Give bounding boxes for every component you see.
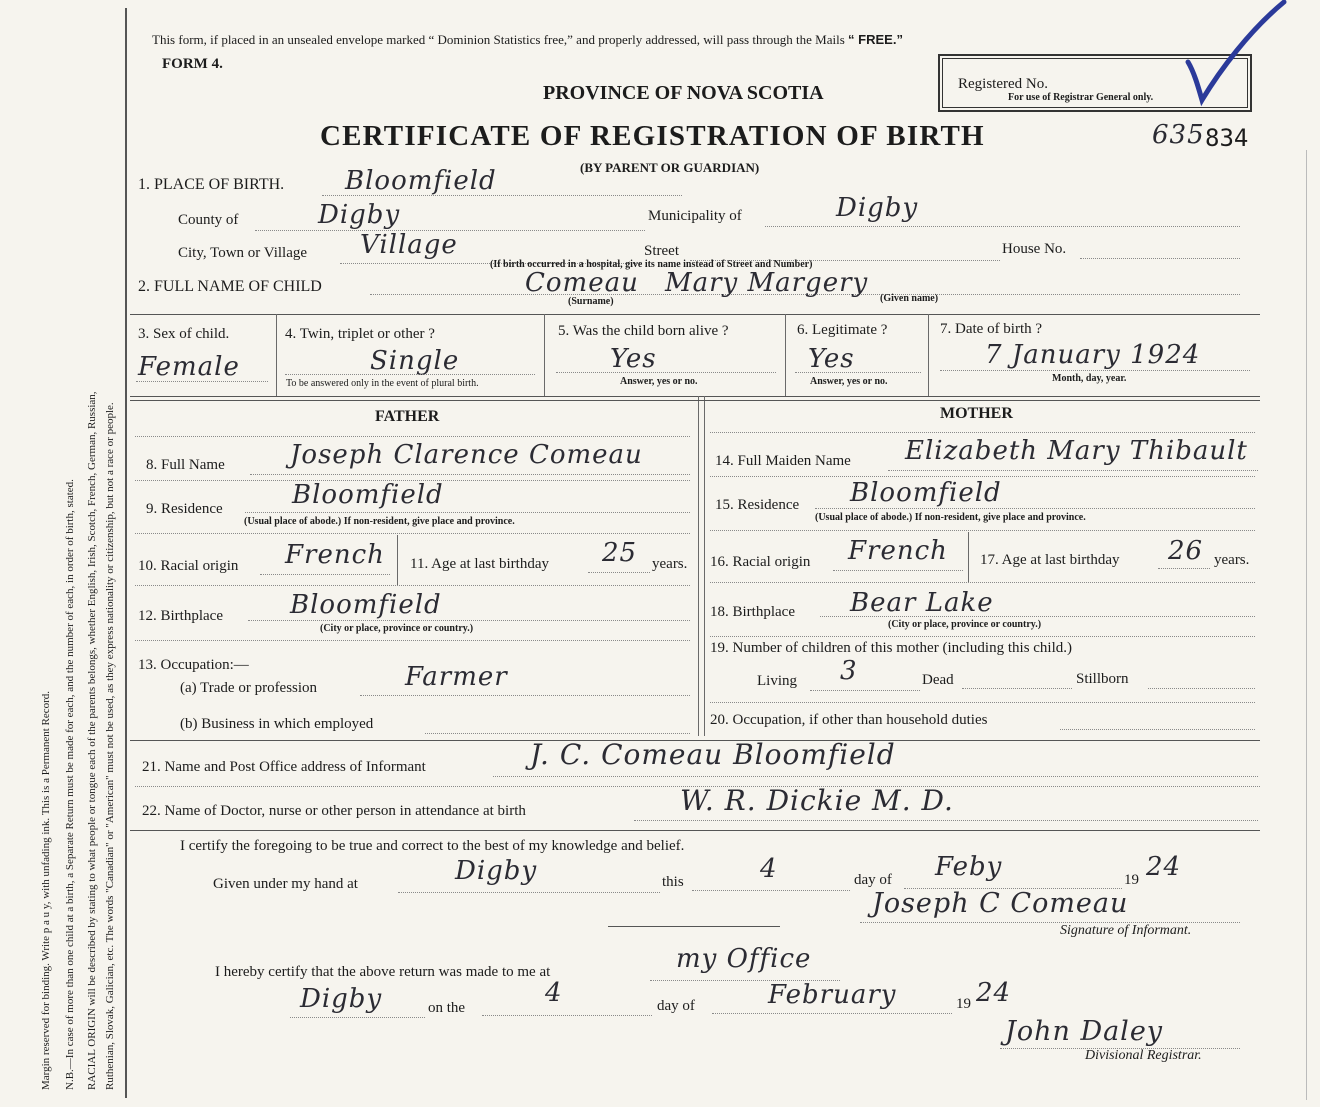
legitimate-note: Answer, yes or no. xyxy=(810,376,888,387)
given-under-hand-label: Given under my hand at xyxy=(213,876,358,892)
twin-note: To be answered only in the event of plural birth. xyxy=(286,378,479,389)
born-alive-label: 5. Was the child born alive ? xyxy=(558,323,729,339)
date-of-birth-label: 7. Date of birth ? xyxy=(940,321,1043,337)
informant-signature: Joseph C Comeau xyxy=(872,888,1129,919)
father-occupation-label: 13. Occupation:— xyxy=(138,657,249,673)
mother-racial-value: French xyxy=(848,536,948,566)
certify-month-value: Feby xyxy=(935,852,1003,882)
certify-day-of-label: day of xyxy=(854,872,892,888)
form-number: FORM 4. xyxy=(162,56,223,72)
living-value: 3 xyxy=(840,656,858,686)
doctor-label: 22. Name of Doctor, nurse or other person in attendance at birth xyxy=(142,803,526,819)
registrar-day-of-label: day of xyxy=(657,998,695,1014)
on-the-label: on the xyxy=(428,1000,466,1016)
mother-age-label: 17. Age at last birthday xyxy=(980,552,1120,568)
street-label: Street xyxy=(644,243,679,259)
legitimate-label: 6. Legitimate ? xyxy=(797,322,888,338)
checkmark-icon xyxy=(1180,0,1290,110)
mother-age-value: 26 xyxy=(1168,536,1204,566)
surname-caption: (Surname) xyxy=(568,296,614,307)
born-alive-value: Yes xyxy=(610,344,657,374)
father-racial-value: French xyxy=(285,540,385,570)
mother-racial-label: 16. Racial origin xyxy=(710,554,811,570)
this-label: this xyxy=(662,874,684,890)
legitimate-value: Yes xyxy=(808,344,855,374)
trade-label: (a) Trade or profession xyxy=(180,680,318,696)
registrar-day-value: 4 xyxy=(545,978,563,1008)
father-residence-value: Bloomfield xyxy=(292,480,444,510)
trade-value: Farmer xyxy=(405,662,508,692)
margin-note-1: Margin reserved for binding. Write p a u y, with unfading ink. This is a Permanent Record. xyxy=(40,690,52,1090)
certify-statement: I certify the foregoing to be true and correct to the best of my knowledge and belief. xyxy=(180,838,685,854)
certificate-subtitle: (BY PARENT OR GUARDIAN) xyxy=(580,160,760,175)
twin-label: 4. Twin, triplet or other ? xyxy=(285,326,435,342)
father-age-label: 11. Age at last birthday xyxy=(410,556,549,572)
certify-year-value: 24 xyxy=(1146,852,1182,882)
mother-name-label: 14. Full Maiden Name xyxy=(715,453,851,469)
certificate-title: CERTIFICATE OF REGISTRATION OF BIRTH xyxy=(320,120,985,152)
mother-heading: MOTHER xyxy=(940,405,1013,422)
child-given-value: Mary Margery xyxy=(665,268,869,298)
date-of-birth-value: 7 January 1924 xyxy=(985,340,1201,370)
margin-note-3: RACIAL ORIGIN will be described by stating to what people or tongue each of the parents belongs, whether English, Irish, Scotch, French, German, Russian, xyxy=(86,391,98,1090)
municipality-label: Municipality of xyxy=(648,208,742,224)
father-birthplace-value: Bloomfield xyxy=(290,590,442,620)
hospital-note: (If birth occurred in a hospital, give its name instead of Street and Number) xyxy=(490,259,813,270)
informant-label: 21. Name and Post Office address of Informant xyxy=(142,759,426,775)
born-alive-note: Answer, yes or no. xyxy=(620,376,698,387)
registered-label: Registered No. xyxy=(958,76,1048,92)
registrar-signature: John Daley xyxy=(1005,1016,1164,1047)
date-of-birth-note: Month, day, year. xyxy=(1052,373,1127,384)
registrar-month-value: February xyxy=(768,980,897,1010)
margin-note-4: Ruthenian, Slovak, Galician, etc. The words "Canadian" or "American" must not be used, as they express nationality or citizenship, but not a race or people. xyxy=(104,402,116,1090)
twin-value: Single xyxy=(370,346,460,376)
city-value: Village xyxy=(360,230,458,260)
certify-day-value: 4 xyxy=(760,854,778,884)
stillborn-label: Stillborn xyxy=(1076,671,1129,687)
living-label: Living xyxy=(757,673,797,689)
place-of-birth-label: 1. PLACE OF BIRTH. xyxy=(138,176,285,193)
mother-residence-label: 15. Residence xyxy=(715,497,800,513)
sex-value: Female xyxy=(138,352,240,382)
mother-birthplace-value: Bear Lake xyxy=(850,588,994,618)
father-name-value: Joseph Clarence Comeau xyxy=(290,440,643,470)
registrar-place-value: Digby xyxy=(300,984,383,1014)
county-value: Digby xyxy=(318,200,401,230)
postal-notice-free: “ FREE.” xyxy=(848,32,903,47)
given-name-caption: (Given name) xyxy=(880,293,939,304)
father-residence-label: 9. Residence xyxy=(146,501,223,517)
registrar-year-prefix: 19 xyxy=(956,996,971,1012)
father-racial-label: 10. Racial origin xyxy=(138,558,239,574)
father-age-years: years. xyxy=(652,556,688,572)
child-surname-value: Comeau xyxy=(525,268,639,298)
children-count-label: 19. Number of children of this mother (including this child.) xyxy=(710,640,1073,656)
father-heading: FATHER xyxy=(375,408,440,425)
postal-notice xyxy=(152,32,903,48)
municipality-value: Digby xyxy=(836,193,919,223)
mother-residence-value: Bloomfield xyxy=(850,478,1002,508)
father-age-value: 25 xyxy=(602,538,638,568)
registrar-signature-caption: Divisional Registrar. xyxy=(1085,1048,1202,1063)
mother-birthplace-label: 18. Birthplace xyxy=(710,604,795,620)
given-at-value: Digby xyxy=(455,856,538,886)
county-label: County of xyxy=(178,212,239,228)
mother-residence-note: (Usual place of abode.) If non-resident, give place and province. xyxy=(815,512,1086,523)
registration-number-stamped: 834 xyxy=(1205,124,1249,152)
place-of-birth-value: Bloomfield xyxy=(345,166,497,196)
certify-year-prefix: 19 xyxy=(1124,872,1139,888)
registrar-use-note: For use of Registrar General only. xyxy=(1008,92,1154,103)
father-residence-note: (Usual place of abode.) If non-resident, give place and province. xyxy=(244,516,515,527)
registrar-certify-label: I hereby certify that the above return was made to me at xyxy=(215,964,551,980)
mother-birthplace-note: (City or place, province or country.) xyxy=(888,619,1042,630)
mother-name-value: Elizabeth Mary Thibault xyxy=(905,436,1248,466)
father-name-label: 8. Full Name xyxy=(146,457,225,473)
father-birthplace-label: 12. Birthplace xyxy=(138,608,223,624)
margin-note-2: N.B.—In case of more than one child at a birth, a Separate Return must be made for each, and the number of each, in order of birth, stated. xyxy=(64,479,76,1090)
city-label: City, Town or Village xyxy=(178,245,308,261)
informant-value: J. C. Comeau Bloomfield xyxy=(530,738,896,771)
doctor-value: W. R. Dickie M. D. xyxy=(680,784,954,817)
mother-occupation-label: 20. Occupation, if other than household duties xyxy=(710,712,988,728)
registration-number-handwritten: 635 xyxy=(1152,120,1205,150)
dead-label: Dead xyxy=(922,672,954,688)
registrar-at-value: my Office xyxy=(676,944,812,974)
business-label: (b) Business in which employed xyxy=(180,716,374,732)
registrar-year-value: 24 xyxy=(976,978,1012,1008)
house-number-label: House No. xyxy=(1002,241,1067,257)
margin-rule xyxy=(125,8,127,1098)
father-birthplace-note: (City or place, province or country.) xyxy=(320,623,474,634)
postal-notice-text: This form, if placed in an unsealed envelope marked “ Dominion Statistics free,” and properly addressed, will pass through the Mails xyxy=(152,32,845,47)
sex-label: 3. Sex of child. xyxy=(138,326,230,342)
child-name-label: 2. FULL NAME OF CHILD xyxy=(138,278,322,295)
province-heading: PROVINCE OF NOVA SCOTIA xyxy=(543,82,824,104)
informant-signature-caption: Signature of Informant. xyxy=(1060,923,1192,938)
mother-age-years: years. xyxy=(1214,552,1250,568)
